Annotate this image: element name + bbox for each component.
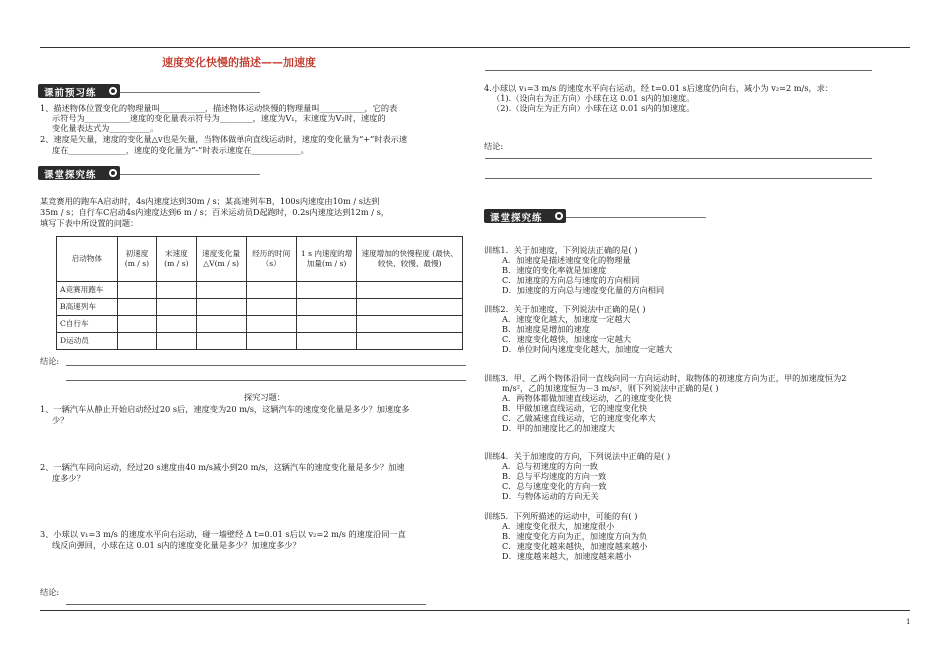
section-banner-label: 课前预习练 bbox=[44, 88, 97, 99]
exercise-5-question: 训练5．下列所描述的运动中，可能的有( ) bbox=[484, 511, 638, 521]
section-banner-label: 课堂探究练 bbox=[490, 213, 543, 224]
preview-line-4: 2、速度是矢量，速度的变化量△v也是矢量，当物体做单向直线运动时，速度的变化量为“+”时表示速 bbox=[40, 134, 408, 144]
banner-rule bbox=[120, 174, 260, 175]
problem-3-line-2: 线反向弹回，小球在这 0.01 s内的速度变化量是多少？加速度多少？ bbox=[52, 540, 301, 550]
table-cell[interactable] bbox=[246, 299, 296, 316]
table-cell[interactable] bbox=[246, 333, 296, 350]
table-cell[interactable] bbox=[157, 282, 196, 299]
exercise-1-option-c[interactable]: C．加速度的方向总与速度的方向相同 bbox=[502, 275, 640, 285]
table-cell-object: D运动员 bbox=[57, 333, 118, 350]
table-cell-object: A竞赛用跑车 bbox=[57, 282, 118, 299]
table-row bbox=[57, 299, 463, 316]
table-row bbox=[57, 333, 463, 350]
answer-line[interactable] bbox=[485, 70, 872, 71]
table-header: 末速度 (m / s) bbox=[157, 237, 196, 282]
exercise-5-option-b[interactable]: B．速度变化方向为正，加速度方向为负 bbox=[502, 531, 648, 541]
exercise-3-option-d[interactable]: D．甲的加速度比乙的加速度大 bbox=[502, 423, 616, 433]
answer-line[interactable] bbox=[485, 178, 872, 179]
exercise-3-question: 训练3．甲、乙两个物体沿同一直线向同一方向运动时，取物体的初速度方向为正，甲的加速度恒为2 bbox=[484, 373, 847, 383]
table-cell[interactable] bbox=[117, 333, 156, 350]
table-header: 速度变化量 △V(m / s) bbox=[196, 237, 246, 282]
exercise-4-question: 训练4．关于加速度的方向，下列说法中正确的是( ) bbox=[484, 451, 671, 461]
preview-line-5: 度在______________，速度的变化量为“-”时表示速度在____________。 bbox=[52, 145, 309, 155]
section-banner-label: 课堂探究练 bbox=[44, 170, 97, 181]
exercise-1-question: 训练1．关于加速度，下列说法正确的是( ) bbox=[484, 245, 638, 255]
table-header: 启动物体 bbox=[57, 237, 118, 282]
table-cell[interactable] bbox=[117, 299, 156, 316]
bottom-rule bbox=[40, 610, 910, 611]
table-cell[interactable] bbox=[296, 299, 357, 316]
exercise-2-question: 训练2．关于加速度，下列说法中正确的是( ) bbox=[484, 304, 646, 314]
table-cell-object: C自行车 bbox=[57, 316, 118, 333]
banner-dot-icon bbox=[109, 169, 117, 177]
preview-line-3: 变化量表达式为__________。 bbox=[52, 123, 159, 133]
table-cell[interactable] bbox=[357, 299, 463, 316]
preview-line-1: 1、描述物体位置变化的物理量叫___________，描述物体运动快慢的物理量叫___________，它的表 bbox=[40, 103, 398, 113]
table-header: 1 s 内速度的增加量(m / s) bbox=[296, 237, 357, 282]
exercise-5-option-a[interactable]: A．速度变化很大，加速度很小 bbox=[502, 521, 615, 531]
exercise-5-option-c[interactable]: C．速度变化越来越快，加速度越来越小 bbox=[502, 541, 648, 551]
banner-rule bbox=[120, 92, 260, 93]
conclusion-label: 结论: bbox=[40, 356, 60, 366]
exercise-2-option-c[interactable]: C．速度变化越快，加速度一定越大 bbox=[502, 334, 632, 344]
section-banner-explore bbox=[38, 166, 120, 180]
table-header: 初速度 (m / s) bbox=[117, 237, 156, 282]
table-header: 速度增加的快慢程度 (最快、较快、较慢、最慢) bbox=[357, 237, 463, 282]
race-text-1: 某竞赛用的跑车A启动时，4s内速度达到30m / s；某高速列车B，100s内速度由10m / s达到 bbox=[40, 196, 380, 206]
conclusion-label: 结论: bbox=[484, 141, 504, 151]
race-text-2: 35m / s；自行车C启动4s内速度达到6 m / s；百米运动员D起跑时，0.2s内速度达到12m / s， bbox=[40, 207, 389, 217]
table-cell[interactable] bbox=[196, 282, 246, 299]
exercise-2-option-d[interactable]: D．单位时间内速度变化越大，加速度一定越大 bbox=[502, 344, 673, 354]
table-cell[interactable] bbox=[296, 316, 357, 333]
problem-4-line-2: （1).（设向右为正方向）小球在这 0.01 s内的加速度。 bbox=[492, 93, 695, 103]
answer-line[interactable] bbox=[66, 365, 466, 366]
problem-1-line-2: 少？ bbox=[52, 415, 69, 425]
problem-4-line-3: （2).（设向左为正方向）小球在这 0.01 s内的加速度。 bbox=[492, 103, 695, 113]
problem-2-line-2: 度多少？ bbox=[52, 473, 85, 483]
table-cell[interactable] bbox=[296, 333, 357, 350]
table-cell[interactable] bbox=[196, 333, 246, 350]
table-cell[interactable] bbox=[357, 333, 463, 350]
table-cell-object: B高速列车 bbox=[57, 299, 118, 316]
table-cell[interactable] bbox=[357, 316, 463, 333]
explore-title: 探究习题： bbox=[244, 392, 285, 402]
table-row bbox=[57, 316, 463, 333]
exercise-5-option-d[interactable]: D．速度越来越大，加速度越来越小 bbox=[502, 551, 632, 561]
answer-line[interactable] bbox=[485, 158, 872, 159]
answer-line[interactable] bbox=[66, 380, 466, 381]
exercise-1-option-b[interactable]: B．速度的变化率就是加速度 bbox=[502, 265, 607, 275]
table-header: 经历的时间（s） bbox=[246, 237, 296, 282]
data-table bbox=[56, 236, 463, 350]
problem-3-line-1: 3、小球以 v₁=3 m/s 的速度水平向右运动，碰一墙壁经 Δ t=0.01 s后以 v₂=2 m/s 的速度沿同一直 bbox=[40, 529, 406, 539]
exercise-1-option-a[interactable]: A．加速度是描述速度变化的物理量 bbox=[502, 255, 631, 265]
table-row bbox=[57, 282, 463, 299]
conclusion-label: 结论: bbox=[40, 587, 60, 597]
table-cell[interactable] bbox=[117, 316, 156, 333]
exercise-3-question-cont: m/s²，乙的加速度恒为－3 m/s²，则下列说法中正确的是( ) bbox=[502, 383, 719, 393]
table-cell[interactable] bbox=[117, 282, 156, 299]
banner-dot-icon bbox=[555, 212, 563, 220]
exercise-3-option-b[interactable]: B．甲做加速直线运动，它的速度变化快 bbox=[502, 403, 648, 413]
table-cell[interactable] bbox=[157, 316, 196, 333]
problem-4-line-1: 4.小球以 v₁=3 m/s 的速度水平向右运动，经 t=0.01 s后速度仍向右，减小为 v₂=2 m/s，求： bbox=[484, 83, 834, 93]
section-banner-explore-2 bbox=[484, 209, 566, 223]
exercise-1-option-d[interactable]: D．加速度的方向总与速度变化量的方向相同 bbox=[502, 285, 665, 295]
page-title: 速度变化快慢的描述——加速度 bbox=[162, 56, 316, 69]
race-text-3: 填写下表中所设置的问题： bbox=[40, 218, 139, 228]
exercise-2-option-a[interactable]: A．速度变化越大，加速度一定越大 bbox=[502, 314, 631, 324]
exercise-3-option-a[interactable]: A．两物体都做加速直线运动，乙的速度变化快 bbox=[502, 393, 672, 403]
preview-line-2: 示符号为___________速度的变化量表示符号为________，速度为V₁，末速度为V₂时，速度的 bbox=[52, 113, 386, 123]
table-cell[interactable] bbox=[196, 316, 246, 333]
table-cell[interactable] bbox=[357, 282, 463, 299]
exercise-4-option-b[interactable]: B．总与平均速度的方向一致 bbox=[502, 471, 607, 481]
top-rule bbox=[40, 47, 910, 48]
table-cell[interactable] bbox=[157, 333, 196, 350]
banner-rule bbox=[566, 217, 706, 218]
banner-dot-icon bbox=[109, 87, 117, 95]
table-cell[interactable] bbox=[157, 299, 196, 316]
problem-1-line-1: 1、一辆汽车从静止开始启动经过20 s后，速度变为20 m/s，这辆汽车的速度变化量是多少？加速度多 bbox=[40, 404, 410, 414]
table-cell[interactable] bbox=[246, 282, 296, 299]
exercise-4-option-a[interactable]: A．总与初速度的方向一致 bbox=[502, 461, 598, 471]
page-number: 1 bbox=[906, 618, 911, 626]
problem-2-line-1: 2、一辆汽车同向运动，经过20 s速度由40 m/s减小到20 m/s，这辆汽车的速度变化量是多少？加速 bbox=[40, 462, 405, 472]
exercise-2-option-b[interactable]: B．加速度是增加的速度 bbox=[502, 324, 590, 334]
section-banner-preview bbox=[38, 84, 120, 98]
exercise-4-option-c[interactable]: C．总与速度变化的方向一致 bbox=[502, 481, 607, 491]
table-cell[interactable] bbox=[246, 316, 296, 333]
table-cell[interactable] bbox=[196, 299, 246, 316]
table-cell[interactable] bbox=[296, 282, 357, 299]
answer-line[interactable] bbox=[66, 604, 426, 605]
exercise-4-option-d[interactable]: D．与物体运动的方向无关 bbox=[502, 491, 599, 501]
exercise-3-option-c[interactable]: C．乙做减速直线运动，它的速度变化率大 bbox=[502, 413, 656, 423]
